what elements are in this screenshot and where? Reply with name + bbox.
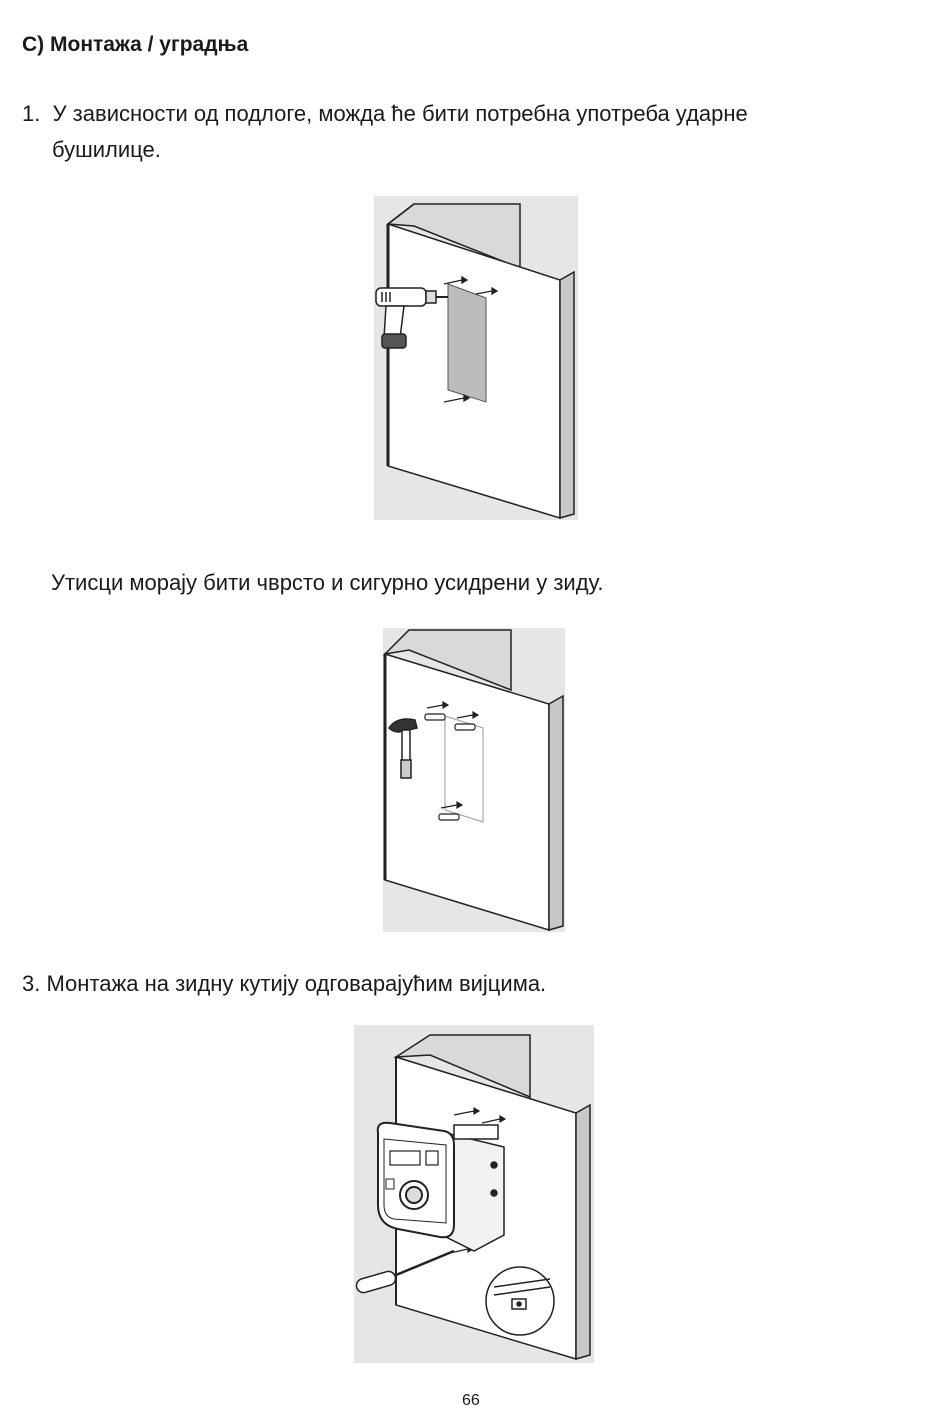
- hammer-illustration: [383, 628, 565, 932]
- step-3-text: [22, 966, 546, 1002]
- page-number: 66: [462, 1392, 480, 1409]
- step-3-body: Монтажа на зидну кутију одговарајућим вијцима.: [46, 971, 547, 996]
- step-1-text: [22, 96, 912, 168]
- step-3-number: 3.: [22, 971, 41, 996]
- charger-mounting-illustration: [354, 1025, 594, 1363]
- step-1-line-2: бушилице.: [52, 137, 161, 162]
- mounting-template: [448, 284, 486, 402]
- step-1-number: 1.: [22, 101, 41, 126]
- charger-unit: [378, 1123, 454, 1238]
- section-heading: C) Монтажа / уградња: [22, 33, 249, 56]
- step-2-text: Утисци морају бити чврсто и сигурно усидрени у зиду.: [51, 570, 604, 595]
- step-1-line-1: У зависности од подлоге, можда ће бити потребна употреба ударне: [52, 101, 748, 126]
- drill-illustration: [374, 196, 578, 520]
- detail-magnifier: [486, 1267, 554, 1335]
